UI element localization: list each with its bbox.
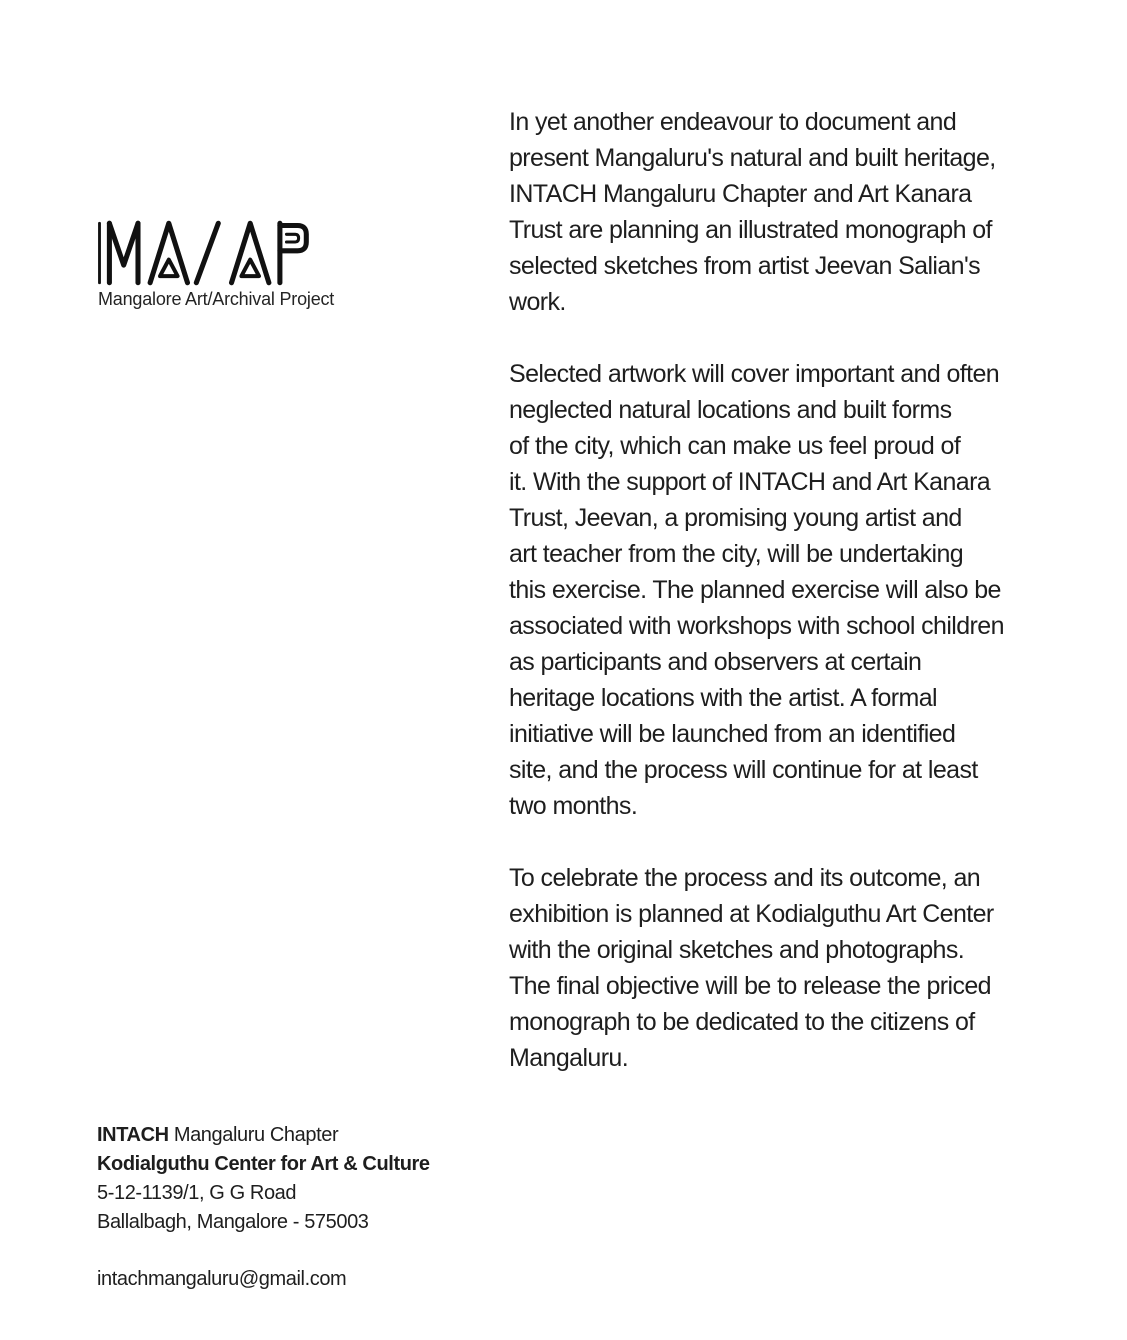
org-name-line: [97, 1124, 338, 1146]
body-text-column: [509, 104, 1069, 1112]
body-paragraph-3: To celebrate the process and its outcome, an exhibition is planned at Kodialguthu Art Center with the original sketches and photographs. The final objective will be to release the priced monograph to be dedicated to the citizens of Mangaluru.: [509, 864, 994, 1072]
address-line-2: Ballalbagh, Mangalore - 575003: [97, 1211, 369, 1233]
address-line-1: 5-12-1139/1, G G Road: [97, 1182, 297, 1204]
body-paragraph-2: Selected artwork will cover important and often neglected natural locations and built forms of the city, which can make us feel proud of it. With the support of INTACH and Art Kanara Trust, Jeevan, a promising young artist and art teacher from the city, will be undertaking this exercise. The planned exercise will also be associated with workshops with school children as participants and observers at certain heritage locations with the artist. A formal initiative will be launched from an identified site, and the process will continue for at least two months.: [509, 360, 1004, 820]
email-text: intachmangaluru@gmail.com: [97, 1268, 347, 1290]
org-name-rest: Mangaluru Chapter: [168, 1124, 339, 1146]
contact-lines: [97, 1121, 517, 1237]
maap-logo-icon: [97, 220, 311, 286]
venue-name: Kodialguthu Center for Art & Culture: [97, 1153, 430, 1175]
contact-block: [97, 1121, 517, 1294]
body-paragraph-1: In yet another endeavour to document and present Mangaluru's natural and built heritage, INTACH Mangaluru Chapter and Art Kanara Trust are planning an illustrated monograph of selected sketches from artist Jeevan Salian's work.: [509, 108, 996, 316]
org-name-bold: INTACH: [97, 1124, 169, 1146]
logo-subtitle: Mangalore Art/Archival Project: [98, 289, 335, 309]
logo-block: [97, 220, 397, 310]
